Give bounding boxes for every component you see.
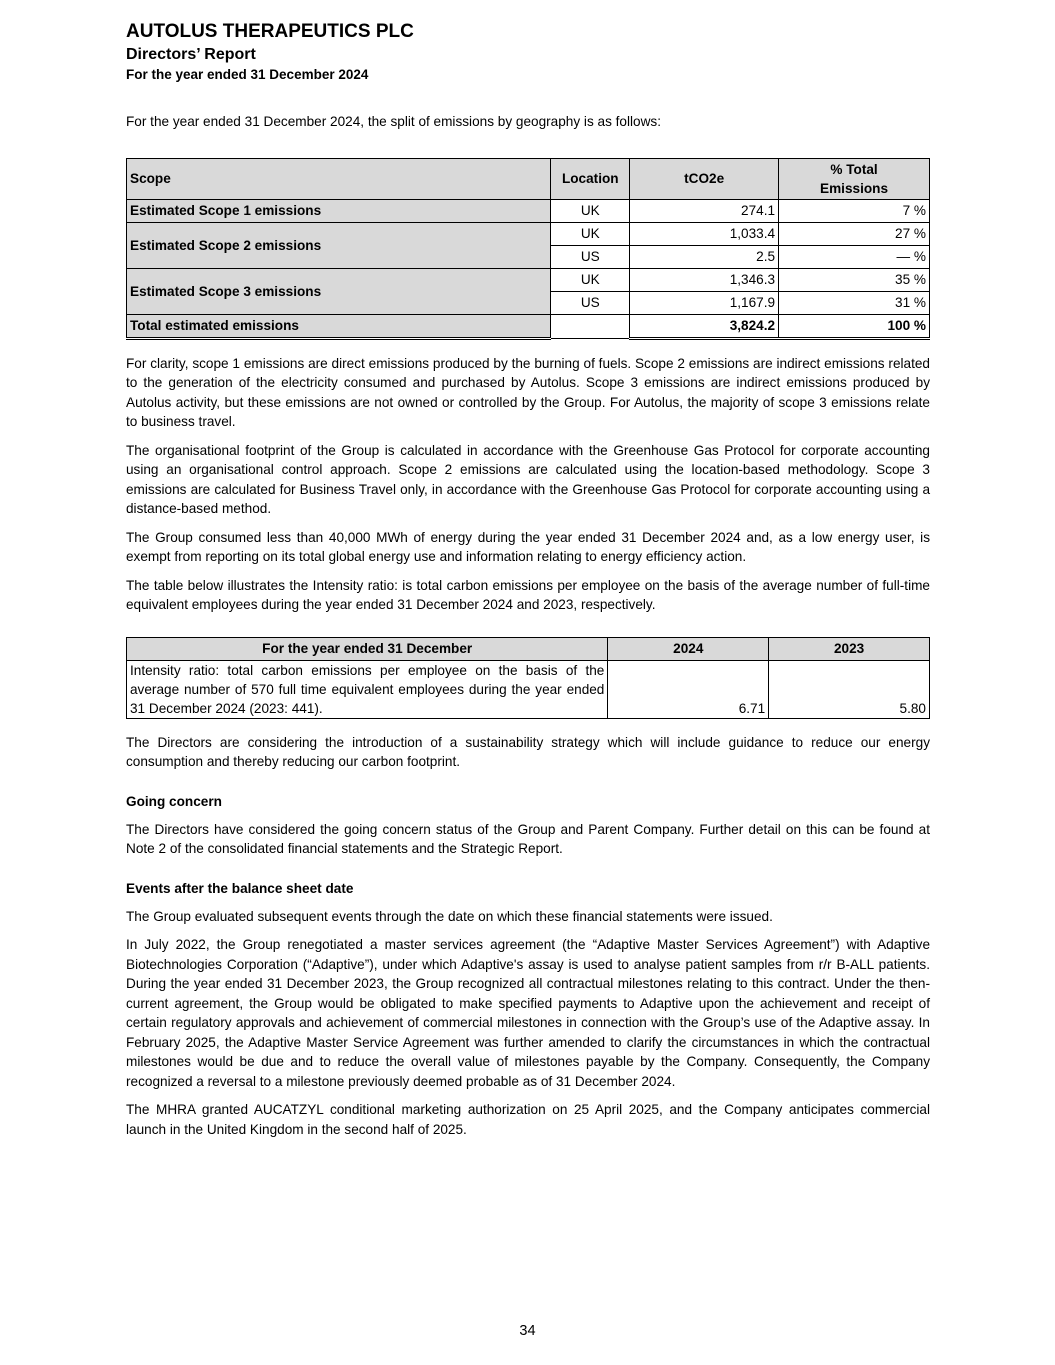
location-cell: UK <box>551 199 630 222</box>
pct-cell: — % <box>779 245 930 268</box>
tco2e-cell: 1,033.4 <box>630 222 779 245</box>
emissions-table <box>126 158 930 340</box>
total-location-cell <box>551 314 630 338</box>
report-period: For the year ended 31 December 2024 <box>126 67 369 82</box>
paragraph-energy: The Group consumed less than 40,000 MWh of energy during the year ended 31 December 2024 and, as a low energy user, is exempt from reporting on its total global energy use and information relating to energy efficiency action. <box>126 529 930 564</box>
table-row <box>127 222 930 245</box>
location-cell: UK <box>551 222 630 245</box>
pct-cell: 27 % <box>779 222 930 245</box>
col-scope: Scope <box>127 158 551 199</box>
document-page <box>126 20 930 1139</box>
total-pct: 100 % <box>779 314 930 338</box>
paragraph-footprint: The organisational footprint of the Group is calculated in accordance with the Greenhouse Gas Protocol for corporate accounting using an organisational control approach. Scope 2 emissions are calculated using the location-based methodology. Scope 3 emissions are calculated for Business Travel only, in accordance with the Greenhouse Gas Protocol for corporate accounting using a distance-based method. <box>126 442 930 516</box>
table-row <box>127 660 930 718</box>
paragraph-going-concern: The Directors have considered the going concern status of the Group and Parent Company. Further detail on this can be found at Note 2 of the consolidated financial statements and the Strategic Report. <box>126 821 930 856</box>
scope-cell: Estimated Scope 1 emissions <box>127 199 551 222</box>
tco2e-cell: 1,167.9 <box>630 291 779 314</box>
col-location: Location <box>551 158 630 199</box>
pct-cell: 7 % <box>779 199 930 222</box>
intensity-2023: 5.80 <box>769 660 930 718</box>
table-row <box>127 199 930 222</box>
tco2e-cell: 2.5 <box>630 245 779 268</box>
location-cell: UK <box>551 268 630 291</box>
total-tco2e: 3,824.2 <box>630 314 779 338</box>
going-concern-heading: Going concern <box>126 793 222 809</box>
page-number: 34 <box>519 1323 536 1339</box>
paragraph-events-1: The Group evaluated subsequent events through the date on which these financial statements were issued. <box>126 908 773 924</box>
tco2e-cell: 274.1 <box>630 199 779 222</box>
tco2e-cell: 1,346.3 <box>630 268 779 291</box>
paragraph-scope-clarity: For clarity, scope 1 emissions are direct emissions produced by the burning of fuels. Scope 2 emissions are indirect emissions related to the generation of the electricity consumed and purchased by Autolus. Scope 3 emissions are indirect emissions produced by Autolus activity, but these emissions are not owned or controlled by the Group. For Autolus, the majority of scope 3 emissions relate to business travel. <box>126 355 930 429</box>
table-row <box>127 268 930 291</box>
location-cell: US <box>551 245 630 268</box>
location-cell: US <box>551 291 630 314</box>
scope-cell: Estimated Scope 2 emissions <box>127 222 551 268</box>
paragraph-sustainability: The Directors are considering the introduction of a sustainability strategy which will include guidance to reduce our energy consumption and thereby reducing our carbon footprint. <box>126 734 930 769</box>
emissions-intro: For the year ended 31 December 2024, the split of emissions by geography is as follows: <box>126 114 661 129</box>
pct-cell: 31 % <box>779 291 930 314</box>
intensity-description: Intensity ratio: total carbon emissions per employee on the basis of the average number of 570 full time equivalent employees during the year ended 31 December 2024 (2023: 441). <box>127 660 608 718</box>
intensity-table <box>126 637 930 719</box>
paragraph-events-3: The MHRA granted AUCATZYL conditional marketing authorization on 25 April 2025, and the Company anticipates commercial launch in the United Kingdom in the second half of 2025. <box>126 1102 930 1137</box>
total-row <box>127 314 930 338</box>
report-title: Directors’ Report <box>126 46 256 63</box>
company-name: AUTOLUS THERAPEUTICS PLC <box>126 21 414 42</box>
events-heading: Events after the balance sheet date <box>126 880 354 896</box>
col-tco2e: tCO2e <box>630 158 779 199</box>
scope-cell: Estimated Scope 3 emissions <box>127 268 551 314</box>
col-pct-total: % Total Emissions <box>779 158 930 199</box>
emissions-header-row <box>127 158 930 199</box>
intensity-2024: 6.71 <box>608 660 769 718</box>
col-2023: 2023 <box>769 637 930 660</box>
paragraph-events-2: In July 2022, the Group renegotiated a master services agreement (the “Adaptive Master Services Agreement”) with Adaptive Biotechnologies Corporation (“Adaptive”), under which Adaptive's assay is used to analyse patient samples from r/r B-ALL patients. During the year ended 31 December 2023, the Group recognized all contractual milestones relating to this contract. Under the then-current agreement, the Group would be obligated to make specified payments to Adaptive upon the achievement and receipt of certain regulatory approvals and achievement of commercial milestones in connection with the Group’s use of the Adaptive assay. In February 2025, the Adaptive Master Service Agreement was further amended to clarify the circumstances in which the contractual milestones would be due and to reduce the overall value of milestones payable by the Company. Consequently, the Company recognized a reversal to a milestone previously deemed probable as of 31 December 2024. <box>126 937 930 1089</box>
intensity-header-row <box>127 637 930 660</box>
col-year-label: For the year ended 31 December <box>127 637 608 660</box>
total-label: Total estimated emissions <box>127 314 551 338</box>
col-2024: 2024 <box>608 637 769 660</box>
paragraph-intensity-intro: The table below illustrates the Intensity ratio: is total carbon emissions per employee on the basis of the average number of full-time equivalent employees during the year ended 31 December 2024 and 2023, respectively. <box>126 577 930 612</box>
pct-cell: 35 % <box>779 268 930 291</box>
